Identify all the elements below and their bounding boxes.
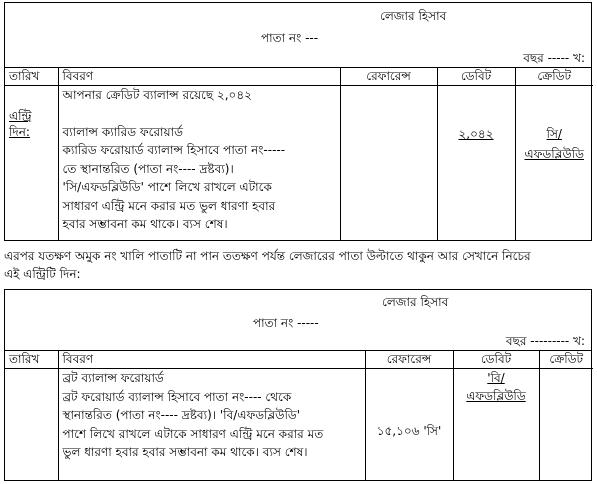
ledger-2-header	[5, 290, 591, 351]
ledger-2-page-no: পাতা নং -----	[253, 316, 319, 330]
entry-date-cell	[5, 369, 58, 481]
credit-value: সি/এফডব্লিউডি	[524, 127, 584, 161]
ledger-1	[4, 2, 592, 241]
ledger-2-header-row	[5, 351, 593, 369]
col-credit-header: ক্রেডিট	[539, 351, 593, 369]
debit-line-2: এফডব্লিউডি	[466, 389, 526, 403]
entry-debit-cell	[453, 369, 539, 481]
entry-credit-cell	[515, 86, 593, 241]
col-credit-header: ক্রেডিট	[515, 68, 593, 86]
desc-line: ব্রট ফরোয়ার্ড ব্যালান্স হিসাবে পাতা নং---- থেকে	[62, 389, 292, 404]
entry-description-cell	[58, 86, 340, 241]
debit-line-1: 'বি/	[487, 371, 505, 385]
desc-line: ভুল ধারণা হবার হবার সম্ভাবনা কম থাকে। ব্যস শেষ।	[62, 445, 308, 459]
col-description-header: বিবরণ	[58, 351, 365, 369]
entry-debit-cell	[437, 86, 515, 241]
ledger-1-year: বছর ----- খ:	[523, 51, 585, 65]
col-debit-header: ডেবিট	[437, 68, 515, 86]
desc-line: তে স্থানান্তরিত (পাতা নং---- দ্রষ্টব্য)।	[62, 161, 234, 176]
desc-line: সাধারণ এন্ট্রি মনে করার মত ভুল ধারণা হবার	[62, 198, 276, 213]
desc-line: 'সি/এফডব্লিউডি' পাশে লিখে রাখলে এটাকে	[62, 180, 272, 194]
entry-description-cell	[58, 369, 365, 481]
instruction-line-2: এই এন্ট্রিটি দিন:	[4, 267, 81, 281]
ledger-1-table	[5, 68, 593, 241]
desc-line: ক্যারিড ফরোয়ার্ড ব্যালান্স হিসাবে পাতা নং-----	[62, 143, 286, 157]
ledger-2-entry-row	[5, 369, 593, 481]
ledger-2	[4, 289, 592, 481]
ledger-1-entry-row	[5, 86, 593, 241]
entry-date-cell	[5, 86, 58, 241]
desc-line: আপনার ক্রেডিট ব্যালান্স রয়েছে ২,০৪২	[62, 88, 252, 102]
entry-reference-cell	[365, 369, 453, 481]
reference-value: ১৫,১০৬ 'সি'	[376, 424, 442, 438]
ledger-1-header	[5, 3, 591, 68]
ledger-2-year: বছর --------- খ:	[505, 334, 585, 348]
desc-line: পাশে লিখে রাখলে এটাকে সাধারণ এন্ট্রি মনে করার মত	[62, 426, 324, 441]
instruction-paragraph	[4, 247, 592, 283]
ledger-1-page-no: পাতা নং ---	[261, 31, 319, 45]
instruction-line-1: এরপর যতক্ষণ অমুক নং খালি পাতাটি না পান ততক্ষণ পর্যন্ত লেজারের পাতা উল্টাতে থাকুন আর সেখানে নিচের	[4, 249, 531, 263]
desc-line: স্থানান্তরিত (পাতা নং---- দ্রষ্টব্য)। 'বি/এফডব্লিউডি'	[62, 408, 301, 422]
entry-reference-cell	[340, 86, 437, 241]
ledger-2-title: লেজার হিসাব	[382, 295, 449, 309]
col-date-header: তারিখ	[9, 69, 40, 83]
col-debit-header: ডেবিট	[453, 351, 539, 369]
ledger-2-table	[5, 351, 593, 481]
col-date-header: তারিখ	[9, 352, 40, 366]
col-reference-header: রেফারেন্স	[340, 68, 437, 86]
desc-spacer	[63, 105, 336, 123]
date-line-2: দিন:	[9, 125, 30, 139]
date-line-1: এন্ট্রি	[9, 109, 32, 123]
debit-value: ২,০৪২	[458, 127, 494, 141]
desc-line: হবার সম্ভাবনা কম থাকে। ব্যস শেষ।	[62, 217, 228, 231]
desc-line: ব্রট ব্যালান্স ফরোয়ার্ড	[62, 371, 164, 385]
col-reference-header: রেফারেন্স	[365, 351, 453, 369]
desc-line: ব্যালান্স ক্যারিড ফরোয়ার্ড	[62, 124, 183, 139]
ledger-1-title: লেজার হিসাব	[380, 9, 447, 23]
col-description-header: বিবরণ	[58, 68, 340, 86]
entry-credit-cell	[539, 369, 593, 481]
ledger-1-header-row	[5, 68, 593, 86]
